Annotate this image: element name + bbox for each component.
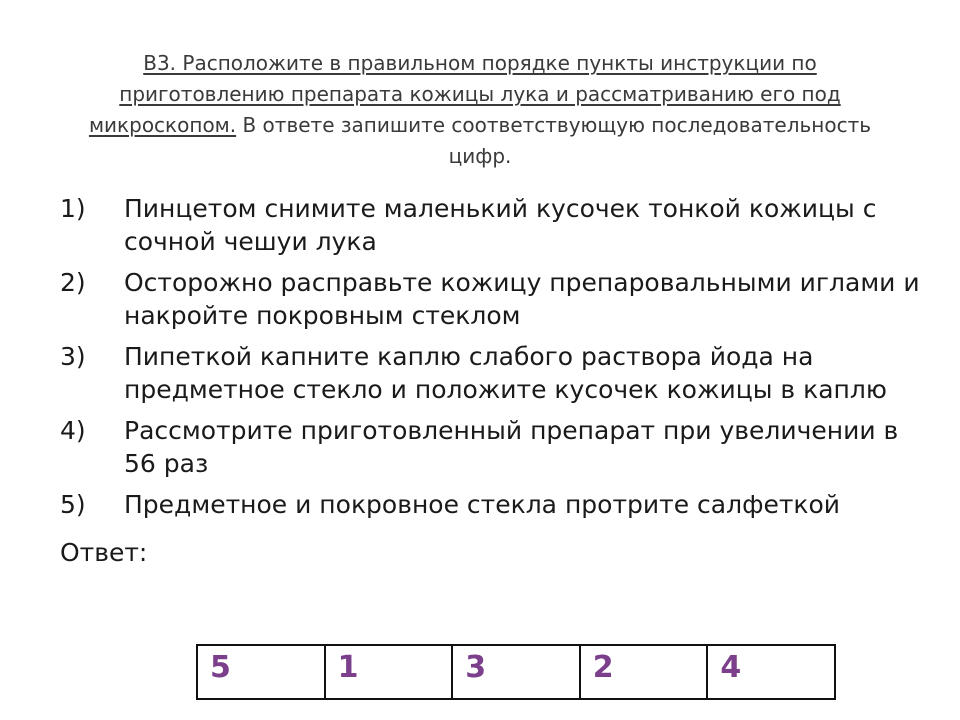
list-item xyxy=(60,488,930,521)
list-item-text: Рассмотрите приготовленный препарат при увеличении в 56 раз xyxy=(124,416,899,478)
question-title-instruction: В ответе запишите соответствующую последовательность цифр. xyxy=(236,113,872,168)
list-item-text: Пинцетом снимите маленький кусочек тонкой кожицы с сочной чешуи лука xyxy=(124,194,877,256)
question-title-underlined: В3. Расположите в правильном порядке пункты инструкции по приготовлению препарата кожицы лука и рассматриванию его под микроскопом. xyxy=(88,51,841,137)
list-item-number: 3) xyxy=(60,342,86,371)
list-item-number: 4) xyxy=(60,416,86,445)
instruction-list xyxy=(60,192,930,529)
list-item xyxy=(60,192,930,258)
list-item-number: 2) xyxy=(60,268,86,297)
list-item-text: Предметное и покровное стекла протрите салфеткой xyxy=(124,490,841,519)
question-title xyxy=(80,48,880,172)
answer-cell[interactable]: 4 xyxy=(707,645,835,699)
list-item-number: 1) xyxy=(60,194,86,223)
answer-cell[interactable]: 2 xyxy=(580,645,708,699)
answer-cell[interactable]: 3 xyxy=(452,645,580,699)
answer-row xyxy=(197,645,835,699)
list-item xyxy=(60,266,930,332)
answer-label: Ответ: xyxy=(60,538,148,567)
list-item-number: 5) xyxy=(60,490,86,519)
answer-cell[interactable]: 1 xyxy=(325,645,453,699)
list-item-text: Осторожно расправьте кожицу препаровальными иглами и накройте покровным стеклом xyxy=(124,268,920,330)
list-item-text: Пипеткой капните каплю слабого раствора йода на предметное стекло и положите кусочек кожицы в каплю xyxy=(124,342,887,404)
answer-table xyxy=(196,644,836,700)
list-item xyxy=(60,414,930,480)
answer-cell[interactable]: 5 xyxy=(197,645,325,699)
list-item xyxy=(60,340,930,406)
